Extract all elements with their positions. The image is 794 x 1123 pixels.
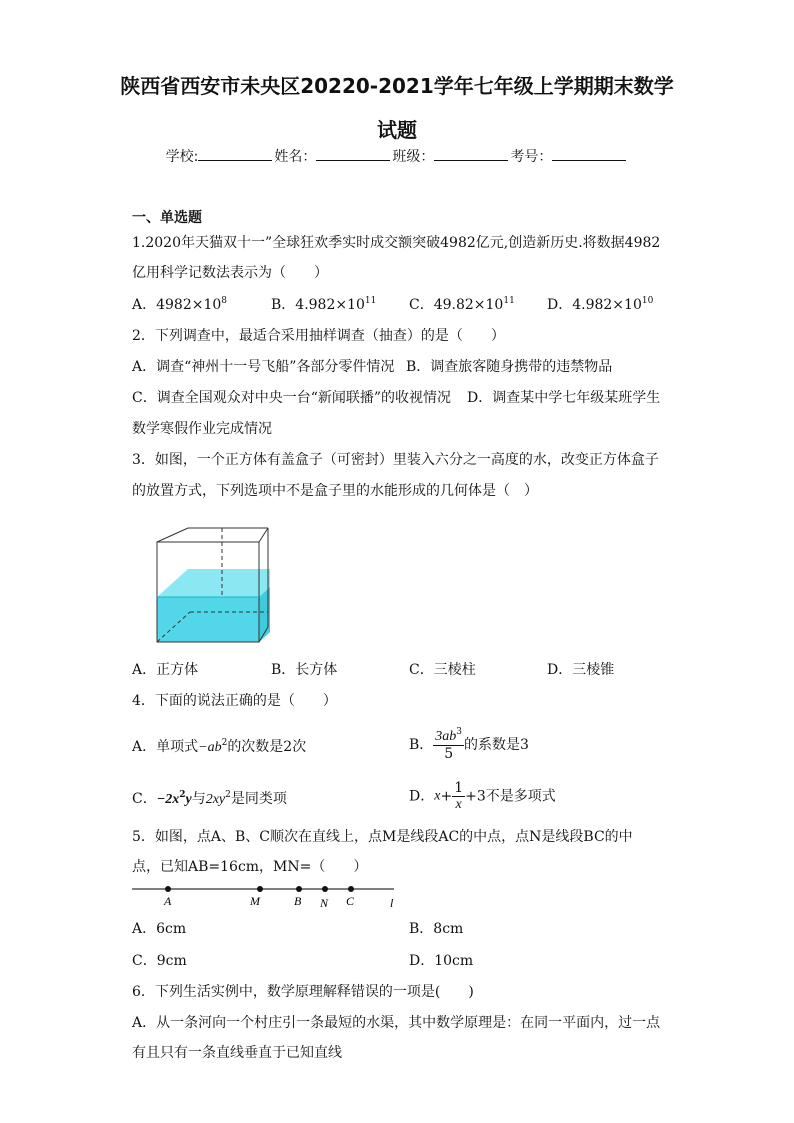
- exam-no-label: 考号：: [510, 149, 553, 165]
- line-segment-figure: [130, 880, 405, 908]
- q3-option-c[interactable]: C．三棱柱: [409, 662, 476, 678]
- q3-option-a[interactable]: A．正方体: [132, 662, 199, 678]
- name-label: 姓名：: [274, 149, 317, 165]
- q2-option-c[interactable]: C．调查全国观众对中央一台“新闻联播”的收视情况: [132, 390, 452, 406]
- label-l: l: [390, 896, 394, 908]
- q2-stem: 2．下列调查中，最适合采用抽样调查（抽查）的是（ ）: [132, 328, 505, 344]
- q3-option-d[interactable]: D．三棱锥: [547, 662, 615, 678]
- cube-edge: [157, 528, 188, 542]
- q6-option-a[interactable]: A．从一条河向一个村庄引一条最短的水渠，其中数学原理是：在同一平面内，过一点: [132, 1015, 661, 1031]
- q4-option-d[interactable]: D．x+ $\frac{1}{x}$ +3不是多项式: [409, 780, 556, 812]
- q3-stem-line1: 3．如图，一个正方体有盖盒子（可密封）里装入六分之一高度的水，改变正方体盒子: [132, 452, 659, 468]
- q4-option-b[interactable]: B． $\frac{3ab^3}{5}$ 的系数是3: [409, 727, 529, 762]
- q1-stem-line2: 亿用科学记数法表示为（ ）: [132, 265, 328, 281]
- q3-stem-line2: 的放置方式，下列选项中不是盒子里的水能形成的几何体是（ ）: [132, 483, 538, 499]
- label-c: C: [346, 894, 355, 908]
- q4-option-a[interactable]: A．单项式$-ab^2$的次数是2次: [132, 738, 307, 755]
- label-n: N: [320, 896, 329, 908]
- student-info-line: [0, 146, 794, 166]
- label-b: B: [294, 894, 302, 908]
- page-title-line2: 试题: [377, 118, 417, 142]
- q5-option-b[interactable]: B．8cm: [409, 921, 464, 937]
- page-title: 陕西省西安市未央区20220-2021学年七年级上学期期末数学: [120, 74, 674, 98]
- q6-stem: 6．下列生活实例中，数学原理解释错误的一项是( ): [132, 984, 474, 1000]
- cube-figure: [150, 527, 270, 645]
- q1-stem-line1: 1.2020年天猫双十一”全球狂欢季实时成交额突破4982亿元,创造新历史.将数据4982: [132, 235, 661, 251]
- class-label: 班级：: [392, 149, 435, 165]
- q1-option-b[interactable]: B．$4.982\times 10^{11}$: [271, 296, 377, 313]
- point-n: [322, 886, 328, 892]
- water-top-face: [157, 569, 270, 597]
- q6-option-a-cont: 有且只有一条直线垂直于已知直线: [132, 1045, 342, 1061]
- school-blank[interactable]: [198, 148, 272, 161]
- label-a: A: [164, 894, 172, 908]
- q2-option-b[interactable]: B．调查旅客随身携带的违禁物品: [406, 359, 613, 375]
- water-front-face: [157, 597, 259, 642]
- class-blank[interactable]: [434, 148, 508, 161]
- point-m: [257, 886, 263, 892]
- q5-option-c[interactable]: C．9cm: [132, 953, 187, 969]
- q5-stem-line2: 点，已知AB=16cm，MN=（ ）: [132, 859, 368, 875]
- q3-option-b[interactable]: B．长方体: [271, 662, 338, 678]
- q2-option-a[interactable]: A．调查“神州十一号飞船”各部分零件情况: [132, 359, 395, 375]
- point-c: [348, 886, 354, 892]
- label-m: M: [250, 894, 260, 908]
- q1-option-c[interactable]: C．$49.82\times 10^{11}$: [409, 296, 515, 313]
- name-blank[interactable]: [316, 148, 390, 161]
- exam-no-blank[interactable]: [552, 148, 626, 161]
- q4-stem: 4．下面的说法正确的是（ ）: [132, 693, 337, 709]
- q5-stem-line1: 5．如图，点A、B、C顺次在直线上，点M是线段AC的中点，点N是线段BC的中: [132, 829, 633, 845]
- point-a: [165, 886, 171, 892]
- section-title: 一、单选题: [132, 210, 202, 226]
- q2-option-d-cont: 数学寒假作业完成情况: [132, 421, 272, 437]
- q4-option-c[interactable]: C．$-2x^2y$与$2xy^2$是同类项: [132, 790, 287, 807]
- cube-edge: [259, 528, 268, 542]
- q5-option-a[interactable]: A．6cm: [132, 921, 187, 937]
- q1-option-d[interactable]: D．$4.982\times 10^{10}$: [547, 296, 654, 313]
- q5-option-d[interactable]: D．10cm: [409, 953, 474, 969]
- q1-option-a[interactable]: A．$4982\times 10^8$: [132, 296, 228, 313]
- point-b: [296, 886, 302, 892]
- q2-option-d[interactable]: D．调查某中学七年级某班学生: [467, 390, 661, 406]
- school-label: 学校:: [165, 149, 199, 165]
